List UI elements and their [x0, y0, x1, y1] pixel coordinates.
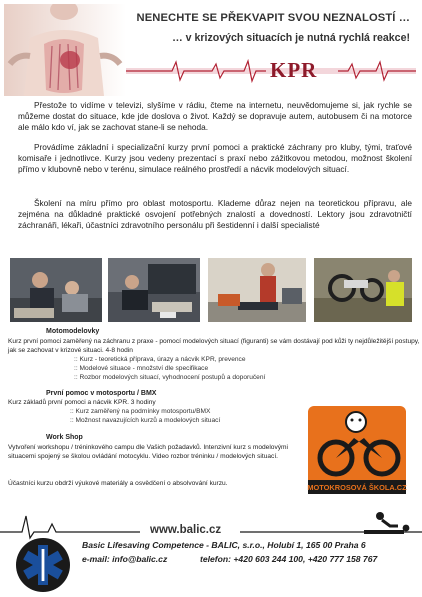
section-title-motosport: První pomoc v motosportu / BMX [46, 390, 157, 397]
photo-strip [10, 258, 412, 322]
intro-paragraph-3: Školení na míru přímo pro oblast motosportu. Klademe důraz nejen na teoretickou přípravu, ale zejména na důkladné praktické osvojení potřebných znalostí a dovedností. Lektory jsou zdravotničtí záchranáři, lékaři, účastníci zdravotního personálu při šestidenní i další specialisté [18, 198, 412, 231]
list-item: :: Modelové situace - množství dle specifikace [74, 365, 209, 372]
list-item: :: Rozbor modelových situací, vyhodnocení postupů a doporučení [74, 374, 266, 381]
cpr-pictogram-icon [360, 510, 416, 536]
phone-numbers[interactable]: telefon: +420 603 244 100, +420 777 158 767 [200, 554, 378, 564]
intro-paragraph-1: Přestože to vidíme v televizi, slyšíme v rádiu, čteme na internetu, neuvědomujeme si, jak rychle se můžeme dostat do situace, kde jde doslova o život. Každý se dopravuje autem, autobusem či na motorce ale málo kdo ví, jak se zachovat stane-li se nehoda. [18, 100, 412, 133]
motocross-school-badge [302, 400, 412, 498]
website-link[interactable]: www.balic.cz [150, 524, 222, 536]
list-item: :: Možnost navazujících kurzů a modelových situací [70, 417, 221, 424]
header [0, 0, 422, 96]
section-title-motomodelovky: Motomodelovky [46, 328, 100, 335]
section-text-motomodelovky: Kurz první pomoci zaměřený na záchranu z praxe - pomocí modelových situací (figuranti) se vám dostávají pod kůži ty nejdůležitější postupy, jak se zachovat v krizové situaci. 4-8 hodin [8, 338, 420, 354]
list-item: :: Kurz zaměřený na podmínky motosportu/BMX [70, 408, 211, 415]
photo-training-3 [208, 258, 306, 322]
star-of-life-icon [12, 536, 74, 594]
subheadline: … v krizových situacích je nutná rychlá reakce! [172, 32, 410, 44]
section-text-motosport: Kurz základů první pomoci a nácvik KPR. 3 hodiny [8, 399, 156, 406]
anatomy-figure-image [4, 4, 126, 96]
section-title-workshop: Work Shop [46, 434, 83, 441]
list-item: :: Kurz - teoretická příprava, úrazy a nácvik KPR, prevence [74, 356, 246, 363]
kpr-logo: KPR [270, 58, 318, 82]
headline: NENECHTE SE PŘEKVAPIT SVOU NEZNALOSTÍ … [136, 12, 410, 24]
photo-training-2 [108, 258, 200, 322]
photo-training-1 [10, 258, 102, 322]
email-link[interactable]: e-mail: info@balic.cz [82, 554, 168, 564]
photo-training-4 [314, 258, 412, 322]
intro-paragraph-2: Provádíme základní i specializační kurzy první pomoci a praktické záchrany pro kluby, tými, traťové komisaře i jednotlivce. Kurzy jsou vedeny prezentací s praxí nebo zážitkovou metodou, možnost školení přímo v klubovně nebo v terénu, simulace reálného prostředí a nácvik modelových situací. [18, 142, 412, 175]
closing-note: Účastníci kurzu obdrží výukové materiály a osvědčení o absolvování kurzu. [8, 480, 228, 487]
badge-label: MOTOKROSOVÁ ŠKOLA.CZ [307, 483, 407, 492]
company-address: Basic Lifesaving Competence - BALIC, s.r.o., Holubí 1, 165 00 Praha 6 [82, 540, 366, 550]
section-text-workshop: Vytvoření workshopu / tréninkového campu dle Vašich požadavků. Intenzivní kurz s modelovými situacemi spojený se školou ovládání motocyklu. Video rozbor tréninku / modelových situací. [8, 444, 289, 460]
